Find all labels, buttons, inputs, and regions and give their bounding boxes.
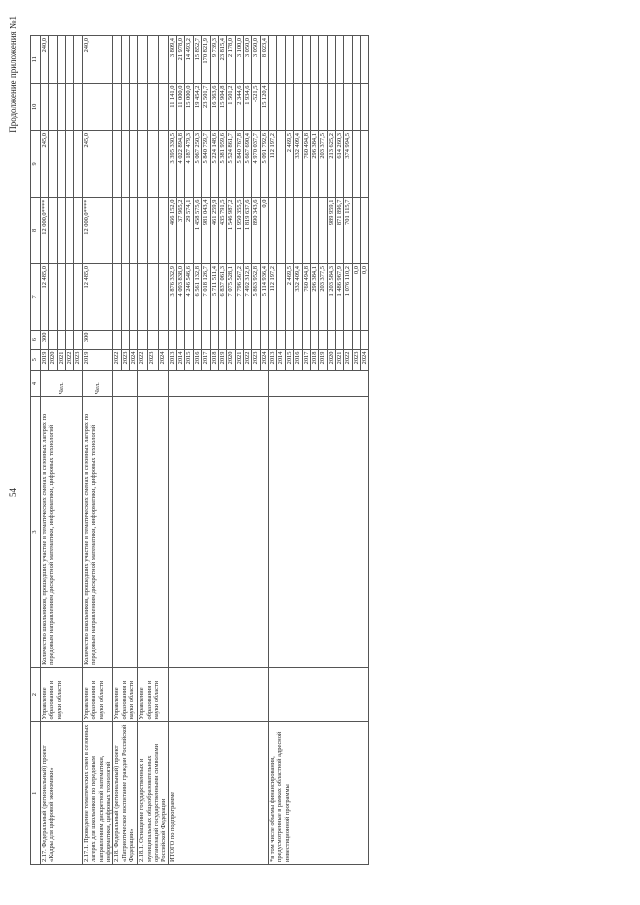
value-c8: 871 896,7 — [335, 197, 343, 264]
value-c7: 4 246 546,6 — [185, 264, 193, 331]
value-c6 — [243, 330, 251, 349]
value-c10 — [57, 83, 65, 131]
value-c8: 1 950 355,5 — [235, 197, 243, 264]
column-number: 5 — [31, 349, 41, 370]
value-c9 — [121, 131, 129, 198]
year-cell: 2022 — [344, 349, 352, 370]
cell-c4: Чел. — [41, 370, 83, 396]
year-cell: 2022 — [113, 349, 121, 370]
value-c7: 1 486 967,9 — [335, 264, 343, 331]
value-c11 — [74, 36, 82, 84]
value-c9: 4 187 479,3 — [185, 131, 193, 198]
value-c7: 4 093 838,0 — [177, 264, 185, 331]
value-c8: 12 000,0**** — [41, 197, 49, 264]
value-c10: -521,5 — [252, 83, 260, 131]
continuation-label: Продолжение приложения №1 — [8, 16, 18, 133]
value-c8: 1 458 575,6 — [193, 197, 201, 264]
value-c7 — [277, 264, 285, 331]
cell-c1: *в том числе объемы финансирования, предусмотренные в рамках областной адресной инвестиционной программы — [269, 722, 369, 865]
value-c10 — [294, 83, 302, 131]
value-c8: 435 791,5 — [218, 197, 226, 264]
table-row — [113, 36, 121, 865]
value-c11 — [327, 36, 335, 84]
year-cell: 2022 — [66, 349, 74, 370]
value-c11: 3 050,0 — [252, 36, 260, 84]
cell-c4: Чел. — [82, 370, 112, 396]
value-c8 — [158, 197, 168, 264]
value-c7 — [138, 264, 148, 331]
value-c9: 2 469,5 — [285, 131, 293, 198]
cell-c3 — [269, 397, 369, 668]
value-c11: 3 100,0 — [235, 36, 243, 84]
cell-c2: Управление образования и науки области — [138, 667, 168, 722]
value-c8: 461 259,9 — [210, 197, 218, 264]
value-c7: 5 711 511,4 — [210, 264, 218, 331]
value-c6 — [57, 330, 65, 349]
value-c8 — [66, 197, 74, 264]
value-c9: 760 494,8 — [302, 131, 310, 198]
value-c9: 374 994,5 — [344, 131, 352, 198]
value-c8 — [57, 197, 65, 264]
cell-c2: Управление образования и науки области — [82, 667, 112, 722]
value-c7: 7 075 528,1 — [227, 264, 235, 331]
value-c11 — [49, 36, 57, 84]
year-cell: 2021 — [335, 349, 343, 370]
year-cell: 2020 — [227, 349, 235, 370]
value-c7: 1 203 584,3 — [327, 264, 335, 331]
value-c11: 170 821,9 — [202, 36, 210, 84]
year-cell: 2024 — [158, 349, 168, 370]
value-c10 — [82, 83, 112, 131]
value-c11: 240,0 — [82, 36, 112, 84]
value-c11: 8 023,4 — [260, 36, 268, 84]
value-c8 — [49, 197, 57, 264]
page-number: 54 — [8, 488, 18, 497]
cell-c2: Управление образования и науки области — [41, 667, 83, 722]
value-c7: 12 485,0 — [82, 264, 112, 331]
value-c8 — [148, 197, 158, 264]
value-c9: 4 970 037,7 — [252, 131, 260, 198]
value-c11 — [158, 36, 168, 84]
value-c9 — [148, 131, 158, 198]
cell-c1: 2.17. Федеральный (региональный) проект «Кадры для цифровой экономики» — [41, 722, 83, 865]
value-c11 — [66, 36, 74, 84]
year-cell: 2014 — [277, 349, 285, 370]
cell-c2 — [168, 667, 268, 722]
value-c8: 1 546 987,2 — [227, 197, 235, 264]
year-cell: 2013 — [269, 349, 277, 370]
value-c9 — [113, 131, 121, 198]
value-c9 — [49, 131, 57, 198]
year-cell: 2013 — [168, 349, 176, 370]
value-c11 — [335, 36, 343, 84]
value-c6 — [285, 330, 293, 349]
value-c11 — [285, 36, 293, 84]
cell-c4 — [269, 370, 369, 396]
year-cell: 2019 — [218, 349, 226, 370]
value-c6 — [302, 330, 310, 349]
value-c7: 3 876 332,9 — [168, 264, 176, 331]
value-c10 — [327, 83, 335, 131]
value-c11 — [361, 36, 369, 84]
value-c8: 1 819 637,6 — [243, 197, 251, 264]
value-c9 — [66, 131, 74, 198]
value-c9 — [158, 131, 168, 198]
value-c6: 300 — [41, 330, 49, 349]
value-c7: 203 377,5 — [319, 264, 327, 331]
value-c11 — [302, 36, 310, 84]
value-c10: 11 141,0 — [168, 83, 176, 131]
value-c7: 332 409,4 — [294, 264, 302, 331]
value-c11 — [277, 36, 285, 84]
value-c9: 213 625,2 — [327, 131, 335, 198]
year-cell: 2023 — [121, 349, 129, 370]
cell-c3 — [113, 397, 138, 668]
value-c10 — [319, 83, 327, 131]
value-c10: 15 120,4 — [260, 83, 268, 131]
year-cell: 2024 — [260, 349, 268, 370]
value-c9 — [57, 131, 65, 198]
value-c6 — [352, 330, 360, 349]
value-c8: 890 343,6 — [252, 197, 260, 264]
value-c7: 1 076 110,2 — [344, 264, 352, 331]
value-c6 — [129, 330, 137, 349]
value-c8 — [74, 197, 82, 264]
value-c7 — [148, 264, 158, 331]
value-c6: 300 — [82, 330, 112, 349]
year-cell: 2015 — [185, 349, 193, 370]
cell-c3: Количество школьников, прошедших участие в тематических сменах в сезонных лагерях по передовым направлениям дискретной математики, информатики, цифровых технологий — [82, 397, 112, 668]
value-c8 — [310, 197, 318, 264]
value-c10 — [302, 83, 310, 131]
value-c8 — [319, 197, 327, 264]
value-c6 — [310, 330, 318, 349]
value-c6 — [66, 330, 74, 349]
value-c9 — [74, 131, 82, 198]
cell-c1: 2.17.1. Проведение тематических смен в сезонных лагерях для школьников по передовым направлениям дискретной математики, информатики, цифровых технологий — [82, 722, 112, 865]
value-c7: 7 796 567,2 — [235, 264, 243, 331]
value-c8 — [352, 197, 360, 264]
column-number: 10 — [31, 83, 41, 131]
year-cell: 2017 — [202, 349, 210, 370]
value-c7: 112 197,2 — [269, 264, 277, 331]
value-c6 — [185, 330, 193, 349]
year-cell: 2024 — [129, 349, 137, 370]
value-c6 — [193, 330, 201, 349]
value-c11 — [121, 36, 129, 84]
value-c7: 760 494,8 — [302, 264, 310, 331]
table-row — [168, 36, 176, 865]
value-c6 — [121, 330, 129, 349]
value-c9: 5 381 959,6 — [218, 131, 226, 198]
value-c10: 2 344,6 — [235, 83, 243, 131]
value-c9: 245,0 — [82, 131, 112, 198]
value-c7: 296 384,1 — [310, 264, 318, 331]
value-c10: 16 363,6 — [210, 83, 218, 131]
value-c6 — [319, 330, 327, 349]
value-c8: 29 574,1 — [185, 197, 193, 264]
year-cell: 2014 — [177, 349, 185, 370]
column-number: 7 — [31, 264, 41, 331]
value-c8 — [294, 197, 302, 264]
value-c8 — [277, 197, 285, 264]
value-c11 — [269, 36, 277, 84]
value-c10 — [138, 83, 148, 131]
value-c6 — [168, 330, 176, 349]
value-c8 — [129, 197, 137, 264]
column-number: 3 — [31, 397, 41, 668]
value-c6 — [177, 330, 185, 349]
value-c9: 5 091 792,6 — [260, 131, 268, 198]
year-cell: 2020 — [327, 349, 335, 370]
value-c7: 12 485,0 — [41, 264, 49, 331]
value-c8: 989 959,1 — [327, 197, 335, 264]
year-cell: 2019 — [82, 349, 112, 370]
value-c6 — [327, 330, 335, 349]
value-c9: 614 260,3 — [335, 131, 343, 198]
value-c9: 296 384,1 — [310, 131, 318, 198]
value-c9: 245,0 — [41, 131, 49, 198]
value-c11: 15 852,7 — [193, 36, 201, 84]
value-c9 — [361, 131, 369, 198]
value-c6 — [252, 330, 260, 349]
value-c10 — [129, 83, 137, 131]
value-c6 — [113, 330, 121, 349]
value-c10: 1 934,6 — [243, 83, 251, 131]
value-c8: 12 000,0**** — [82, 197, 112, 264]
value-c10 — [335, 83, 343, 131]
column-number: 1 — [31, 722, 41, 865]
value-c9: 332 409,4 — [294, 131, 302, 198]
value-c8 — [121, 197, 129, 264]
value-c11: 240,0 — [41, 36, 49, 84]
value-c10: 11 000,0 — [177, 83, 185, 131]
value-c7: 6 561 132,8 — [193, 264, 201, 331]
column-number: 9 — [31, 131, 41, 198]
value-c6 — [202, 330, 210, 349]
value-c6 — [148, 330, 158, 349]
value-c10: 23 501,7 — [202, 83, 210, 131]
year-cell: 2020 — [49, 349, 57, 370]
value-c10 — [113, 83, 121, 131]
value-c10: 1 501,2 — [227, 83, 235, 131]
year-cell: 2018 — [310, 349, 318, 370]
value-c10 — [352, 83, 360, 131]
value-c10 — [269, 83, 277, 131]
column-number: 4 — [31, 370, 41, 396]
value-c11 — [129, 36, 137, 84]
value-c10 — [310, 83, 318, 131]
table-row — [41, 36, 49, 865]
value-c8 — [113, 197, 121, 264]
value-c7 — [113, 264, 121, 331]
value-c7 — [121, 264, 129, 331]
value-c10: 15 000,0 — [185, 83, 193, 131]
value-c10 — [74, 83, 82, 131]
cell-c3 — [138, 397, 168, 668]
value-c11 — [319, 36, 327, 84]
value-c10 — [66, 83, 74, 131]
value-c11: 9 739,3 — [210, 36, 218, 84]
value-c9: 5 067 250,3 — [193, 131, 201, 198]
value-c8 — [138, 197, 148, 264]
cell-c1: 2.18.1. Оснащение государственных и муниципальных общеобразовательных организаций государственными символами Российской Федерации — [138, 722, 168, 865]
budget-table — [30, 35, 369, 865]
value-c7: 2 469,5 — [285, 264, 293, 331]
column-number-row — [31, 36, 41, 865]
cell-c1: 2.18. Федеральный (региональный) проект «Патриотическое воспитание граждан Российской Федерации» — [113, 722, 138, 865]
value-c7 — [74, 264, 82, 331]
column-number: 6 — [31, 330, 41, 349]
value-c9 — [352, 131, 360, 198]
value-c7 — [57, 264, 65, 331]
value-c7: 5 114 936,4 — [260, 264, 268, 331]
value-c10 — [121, 83, 129, 131]
value-c11 — [344, 36, 352, 84]
value-c10 — [41, 83, 49, 131]
value-c10 — [158, 83, 168, 131]
value-c11 — [113, 36, 121, 84]
value-c6 — [49, 330, 57, 349]
value-c9 — [277, 131, 285, 198]
value-c9: 4 022 894,8 — [177, 131, 185, 198]
cell-c4 — [168, 370, 268, 396]
value-c9: 203 377,5 — [319, 131, 327, 198]
value-c8: 0,0 — [260, 197, 268, 264]
column-number: 11 — [31, 36, 41, 84]
value-c7 — [66, 264, 74, 331]
value-c6 — [335, 330, 343, 349]
value-c9: 5 224 148,6 — [210, 131, 218, 198]
value-c11: 23 815,4 — [218, 36, 226, 84]
value-c10: 15 904,8 — [218, 83, 226, 131]
value-c9: 5 840 767,8 — [235, 131, 243, 198]
value-c6 — [227, 330, 235, 349]
year-cell: 2021 — [235, 349, 243, 370]
value-c10 — [285, 83, 293, 131]
year-cell: 2015 — [285, 349, 293, 370]
column-number: 2 — [31, 667, 41, 722]
value-c7: 0,0 — [361, 264, 369, 331]
value-c8: 981 043,4 — [202, 197, 210, 264]
year-cell: 2018 — [210, 349, 218, 370]
value-c6 — [269, 330, 277, 349]
value-c11: 14 493,2 — [185, 36, 193, 84]
value-c9 — [138, 131, 148, 198]
value-c7 — [49, 264, 57, 331]
value-c11 — [138, 36, 148, 84]
value-c9: 5 840 759,7 — [202, 131, 210, 198]
table-row — [138, 36, 148, 865]
value-c10 — [277, 83, 285, 131]
value-c7 — [129, 264, 137, 331]
year-cell: 2019 — [41, 349, 49, 370]
value-c11 — [148, 36, 158, 84]
value-c7: 7 492 312,6 — [243, 264, 251, 331]
year-cell: 2017 — [302, 349, 310, 370]
value-c6 — [277, 330, 285, 349]
value-c6 — [344, 330, 352, 349]
value-c10 — [344, 83, 352, 131]
value-c8 — [361, 197, 369, 264]
value-c9: 3 395 330,5 — [168, 131, 176, 198]
table-row — [82, 36, 112, 865]
value-c9 — [129, 131, 137, 198]
cell-c4 — [113, 370, 138, 396]
value-c11 — [310, 36, 318, 84]
value-c7: 5 863 952,8 — [252, 264, 260, 331]
year-cell: 2023 — [148, 349, 158, 370]
year-cell: 2016 — [294, 349, 302, 370]
value-c8 — [285, 197, 293, 264]
year-cell: 2022 — [243, 349, 251, 370]
value-c6 — [294, 330, 302, 349]
value-c6 — [218, 330, 226, 349]
year-cell: 2023 — [74, 349, 82, 370]
cell-c2: Управление образования и науки области — [113, 667, 138, 722]
value-c11 — [57, 36, 65, 84]
value-c10 — [49, 83, 57, 131]
year-cell: 2021 — [57, 349, 65, 370]
value-c9: 5 667 690,4 — [243, 131, 251, 198]
value-c6 — [210, 330, 218, 349]
value-c11: 3 050,0 — [243, 36, 251, 84]
value-c11 — [352, 36, 360, 84]
cell-c3: Количество школьников, прошедших участие в тематических сменах в сезонных лагерях по передовым направлениям дискретной математики, информатики, цифровых технологий — [41, 397, 83, 668]
value-c6 — [138, 330, 148, 349]
value-c10: 19 454,2 — [193, 83, 201, 131]
value-c10 — [361, 83, 369, 131]
value-c8 — [302, 197, 310, 264]
table-row — [269, 36, 277, 865]
value-c8: 701 115,7 — [344, 197, 352, 264]
value-c6 — [361, 330, 369, 349]
value-c11: 2 178,0 — [227, 36, 235, 84]
value-c11 — [294, 36, 302, 84]
year-cell: 2016 — [193, 349, 201, 370]
value-c8 — [269, 197, 277, 264]
cell-c2 — [269, 667, 369, 722]
value-c6 — [235, 330, 243, 349]
year-cell: 2023 — [252, 349, 260, 370]
year-cell: 2023 — [352, 349, 360, 370]
value-c10 — [148, 83, 158, 131]
value-c6 — [158, 330, 168, 349]
year-cell: 2024 — [361, 349, 369, 370]
year-cell: 2022 — [138, 349, 148, 370]
value-c9: 5 524 861,7 — [227, 131, 235, 198]
cell-c4 — [138, 370, 168, 396]
value-c7 — [158, 264, 168, 331]
value-c8: 466 152,0 — [168, 197, 176, 264]
year-cell: 2019 — [319, 349, 327, 370]
value-c11: 3 809,4 — [168, 36, 176, 84]
value-c7: 0,0 — [352, 264, 360, 331]
value-c9: 112 197,2 — [269, 131, 277, 198]
value-c7: 6 837 061,3 — [218, 264, 226, 331]
value-c7: 7 018 126,7 — [202, 264, 210, 331]
value-c6 — [74, 330, 82, 349]
cell-c3 — [168, 397, 268, 668]
value-c6 — [260, 330, 268, 349]
cell-c1: ИТОГО по подпрограмме — [168, 722, 268, 865]
value-c11: 21 978,0 — [177, 36, 185, 84]
column-number: 8 — [31, 197, 41, 264]
value-c8: 37 965,2 — [177, 197, 185, 264]
